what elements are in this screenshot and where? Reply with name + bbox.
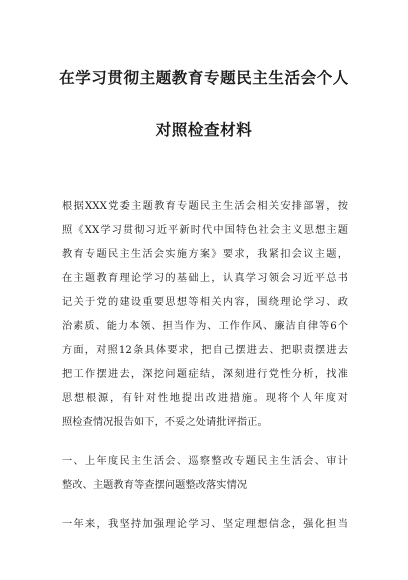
- intro-line: 方面，对照12条具体要求，把自己摆进去、把职责摆进去: [62, 345, 348, 356]
- intro-line: 照《XX学习贯彻习近平新时代中国特色社会主义思想主题: [62, 225, 348, 236]
- paragraph-line: 一年来，我坚持加强理论学习、坚定理想信念，强化担当: [62, 519, 348, 530]
- intro-line: 根据XXX党委主题教育专题民主生活会相关安排部署，按: [62, 201, 348, 212]
- intro-line: 教育专题民主生活会实施方案》要求，我紧扣会议主题，: [62, 249, 348, 260]
- intro-line: 治素质、能力本领、担当作为、工作作风、廉洁自律等6个: [62, 321, 348, 332]
- document-title-line-1: 在学习贯彻主题教育专题民主生活会个人: [59, 69, 349, 87]
- intro-line: 照检查情况报告如下，不妥之处请批评指正。: [62, 417, 268, 428]
- section-heading-line: 整改、主题教育等查摆问题整改落实情况: [62, 480, 248, 491]
- intro-line: 记关于党的建设重要思想等相关内容，围绕理论学习、政: [62, 297, 348, 308]
- document-title-line-2: 对照检查材料: [155, 121, 253, 139]
- intro-line: 在主题教育理论学习的基础上，认真学习领会习近平总书: [62, 273, 348, 284]
- intro-line: 把工作摆进去，深挖问题症结，深刻进行党性分析，找准: [62, 369, 348, 380]
- intro-line: 思想根源，有针对性地提出改进措施。现将个人年度对: [62, 393, 348, 404]
- section-heading-line: 一、上年度民主生活会、巡察整改专题民主生活会、审计: [62, 456, 348, 467]
